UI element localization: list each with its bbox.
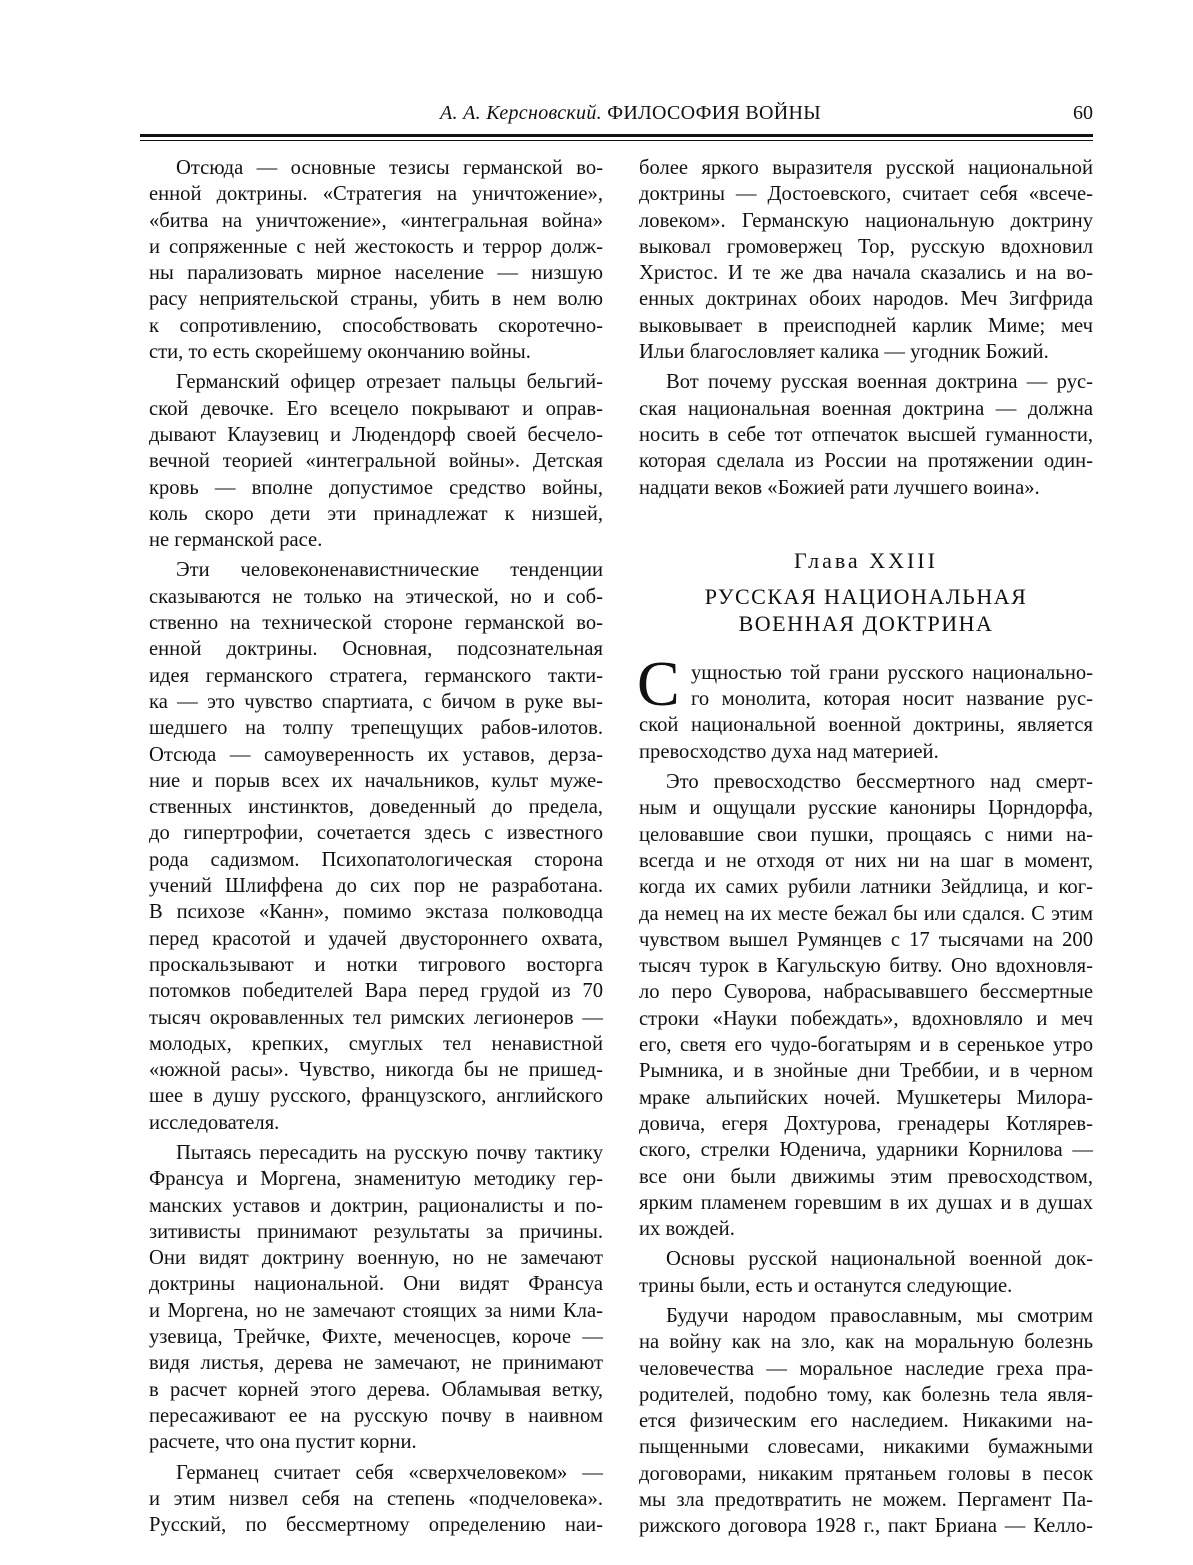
running-title: [440, 102, 821, 125]
text-line: все они были движимы этим превосходством,: [639, 1165, 1093, 1188]
drop-cap: С: [637, 647, 680, 719]
text-line: Рымника, и в знойные дни Треббии, и в черном: [639, 1060, 1093, 1083]
text-line: ние и порыв всех их начальников, культ муже-: [149, 769, 603, 792]
text-line: перед красотой и удачей двустороннего охвата,: [149, 927, 603, 950]
running-header: [140, 102, 1093, 134]
text-line: Христос. И те же два начала сказались и на во-: [639, 262, 1093, 285]
paragraph: [639, 155, 1093, 365]
text-line: дывают Клаузевиц и Людендорф своей бесчело-: [149, 423, 603, 446]
right-column: [639, 155, 1093, 1540]
text-line: доктрины — Достоевского, считает себя «всече-: [639, 183, 1093, 206]
text-line: чувством вышел Румянцев с 17 тысячами на 200: [639, 928, 1093, 951]
text-line: зитивисты принимают результаты за причины.: [149, 1220, 603, 1243]
left-column: [149, 155, 603, 1538]
text-line: расу неприятельской страны, убить в нем волю: [149, 288, 603, 311]
text-line: договорами, никаким прятаньем головы в песок: [639, 1462, 1093, 1485]
text-line: пыщенными словесами, никакими бумажными: [639, 1436, 1093, 1459]
text-line: Они видят доктрину военную, но не замечают: [149, 1247, 603, 1270]
paragraph: [149, 155, 603, 365]
text-line: когда их самих рубили латники Зейдлица, и ког-: [639, 876, 1093, 899]
header-author: А. А. Керсновский.: [440, 102, 602, 124]
text-line: да немец на их месте бежал бы или сдался. С этим: [639, 902, 1093, 925]
text-line: ярким пламенем горевшим в их душах и в душах: [639, 1191, 1093, 1214]
text-line: превосходство духа над материей.: [639, 740, 939, 763]
text-line: Вот почему русская военная доктрина — рус-: [666, 371, 1093, 394]
chapter-label: Глава XXIII: [794, 547, 938, 573]
text-line: ственно на технической стороне германской во-: [149, 612, 603, 635]
text-line: более яркого выразителя русской национальной: [639, 157, 1093, 179]
text-line: енных доктринах обоих народов. Меч Зигфрида: [639, 288, 1093, 311]
text-line: енной доктрины. «Стратегия на уничтожение»,: [149, 183, 603, 206]
chapter-title-line: ВОЕННАЯ ДОКТРИНА: [738, 610, 994, 636]
text-line: ущностью той грани русского национально-: [691, 661, 1093, 684]
text-line: Пытаясь пересадить на русскую почву тактику: [176, 1141, 603, 1164]
right-paragraphs-after-chapter: [639, 769, 1093, 1540]
text-line: ская национальная военная доктрина — должна: [639, 397, 1093, 420]
text-line: потомков победителей Вара перед грудой из 70: [149, 980, 603, 1003]
text-line: родителей, подобно тому, как болезнь тела явля-: [639, 1383, 1093, 1406]
text-line: человечества — моральное наследие греха пра-: [639, 1357, 1093, 1380]
text-line: «битва на уничтожение», «интегральная война»: [149, 209, 603, 232]
text-line: Будучи народом православным, мы смотрим: [666, 1304, 1093, 1327]
text-line: енной доктрины. Основная, подсознательная: [149, 638, 603, 661]
text-line: сказываются не только на этической, но и соб-: [149, 585, 603, 608]
text-line: Германский офицер отрезает пальцы бельгий-: [176, 371, 603, 394]
text-line: ственных инстинктов, доведенный до предела,: [149, 796, 603, 819]
text-line: го монолита, которая носит название рус-: [691, 688, 1093, 711]
text-line: его, светя его чудо-богатырям и в серенькое утро: [639, 1034, 1093, 1057]
text-line: носить в себе тот отпечаток высшей гуманности,: [639, 423, 1093, 446]
text-line: ло перо Суворова, набрасывавшего бессмертные: [639, 981, 1093, 1004]
opening-paragraph: [637, 647, 1093, 765]
text-line: мраке альпийских ночей. Мушкетеры Милора-: [639, 1086, 1093, 1109]
right-paragraphs-before-chapter: [639, 155, 1093, 501]
text-line: проскальзывают и нотки тигрового восторга: [149, 953, 603, 976]
text-line: Основы русской национальной военной док-: [666, 1248, 1093, 1271]
text-line: узевица, Трейчке, Фихте, меченосцев, короче —: [149, 1326, 603, 1349]
text-line: пересаживают ее на русскую почву в наивном: [149, 1404, 603, 1427]
paragraph: [149, 369, 603, 553]
text-line: доктрины национальной. Они видят Франсуа: [149, 1273, 603, 1296]
paragraph: [639, 1246, 1093, 1299]
header-book-title: ФИЛОСОФИЯ ВОЙНЫ: [607, 102, 821, 124]
paragraph: [639, 769, 1093, 1242]
text-line: расчете, что она пустит корни.: [149, 1431, 417, 1454]
text-line: манских уставов и доктрин, рационалисты и по-: [149, 1194, 603, 1217]
text-line: идея германского стратега, германского такти-: [149, 664, 603, 687]
text-line: и сопряженные с ней жестокость и террор долж-: [149, 235, 603, 258]
page-number: 60: [1073, 102, 1093, 124]
text-line: рижского договора 1928 г., пакт Бриана — Келло-: [639, 1515, 1093, 1538]
text-line: трины были, есть и останутся следующие.: [639, 1274, 1013, 1297]
text-line: шедшего на толпу трепещущих рабов-илотов.: [149, 717, 603, 740]
text-line: Ильи благословляет калика — угодник Божий.: [639, 341, 1049, 364]
text-line: до гипертрофии, сочетается здесь с известного: [149, 822, 603, 845]
text-line: видя листья, дерева не замечают, не принимают: [149, 1352, 603, 1375]
text-line: и Моргена, но не замечают стоящих за ними Кла-: [149, 1299, 603, 1322]
text-line: исследователя.: [149, 1111, 280, 1134]
text-line: довича, егеря Дохтурова, гренадеры Котлярев-: [639, 1112, 1093, 1135]
paragraph: [149, 1460, 603, 1539]
text-line: Отсюда — самоуверенность их уставов, дерза-: [149, 743, 603, 766]
paragraph: [639, 369, 1093, 500]
text-line: ского, стрелки Юденича, ударники Корнилова —: [639, 1139, 1093, 1162]
text-line: Эти человеконенавистнические тенденции: [176, 559, 603, 582]
text-line: тысяч окровавленных тел римских легионеров —: [149, 1006, 603, 1029]
text-line: Отсюда — основные тезисы германской во-: [176, 157, 603, 179]
text-line: коль скоро дети эти принадлежат к низшей,: [149, 502, 603, 525]
text-line: Германец считает себя «сверхчеловеком» —: [176, 1461, 603, 1484]
text-line: на войну как на зло, как на моральную болезнь: [639, 1331, 1093, 1354]
text-line: ловеком». Германскую национальную доктрину: [639, 209, 1093, 232]
text-line: ской национальной военной доктрины, является: [639, 714, 1093, 737]
header-rule-thick: [140, 134, 1093, 137]
header-rule-thin: [140, 140, 1093, 141]
text-line: не германской расе.: [149, 529, 323, 552]
text-line: кровь — вполне допустимое средство войны,: [149, 476, 603, 499]
chapter-title: [639, 583, 1093, 637]
text-line: учений Шлиффена до сих пор не разработана.: [149, 875, 603, 898]
text-line: мы зла предотвратить не можем. Пергамент Па-: [639, 1489, 1093, 1512]
text-line: выковал громовержец Тор, русскую вдохновил: [639, 235, 1093, 258]
text-line: рода садизмом. Психопатологическая сторона: [149, 848, 603, 871]
text-line: выковывает в преисподней карлик Миме; меч: [639, 314, 1093, 337]
text-line: строки «Науки побеждать», вдохновляло и меч: [639, 1007, 1093, 1030]
text-line: ется физическим его наследием. Никакими на-: [639, 1410, 1093, 1433]
text-line: ны парализовать мирное население — низшую: [149, 262, 603, 285]
text-line: шее в душу русского, французского, английского: [149, 1085, 603, 1108]
text-line: всегда и не отходя от них ни на шаг в момент,: [639, 849, 1093, 872]
paragraph: [149, 1140, 603, 1456]
text-line: ской девочке. Его всецело покрывают и оправ-: [149, 397, 603, 420]
text-line: к сопротивлению, способствовать скоротечно-: [149, 314, 603, 337]
chapter-title-line: РУССКАЯ НАЦИОНАЛЬНАЯ: [704, 583, 1028, 609]
text-line: молодых, крепких, смуглых тел ненавистной: [149, 1032, 603, 1055]
text-line: целовавшие свои пушки, прощаясь с ними на-: [639, 823, 1093, 846]
text-line: В психозе «Канн», помимо экстаза полководца: [149, 901, 603, 924]
text-line: сти, то есть скорейшему окончанию войны.: [149, 341, 531, 364]
text-line: «южной расы». Чувство, никогда бы не пришед-: [149, 1059, 603, 1082]
text-line: надцати веков «Божией рати лучшего воина».: [639, 476, 1040, 499]
text-line: которая сделала из России на протяжении один-: [639, 450, 1093, 473]
text-line: Франсуа и Моргена, знаменитую методику гер-: [149, 1168, 603, 1191]
paragraph: [149, 557, 603, 1136]
text-line: ка — это чувство спартиата, с бичом в руке вы-: [149, 690, 603, 713]
text-line: Русский, по бессмертному определению наи-: [149, 1514, 603, 1537]
text-line: и этим низвел себя на степень «подчеловека».: [149, 1487, 603, 1510]
text-line: Это превосходство бессмертного над смерт-: [666, 771, 1093, 794]
text-line: тысяч турок в Кагульскую битву. Оно вдохновля-: [639, 955, 1093, 978]
text-line: их вождей.: [639, 1218, 735, 1241]
text-line: вечной теорией «интегральной войны». Детская: [149, 450, 603, 473]
paragraph: [639, 1303, 1093, 1540]
text-line: ным и ощущали русские канониры Цорндорфа,: [639, 797, 1093, 820]
text-line: в расчет корней этого дерева. Обламывая ветку,: [149, 1378, 603, 1401]
